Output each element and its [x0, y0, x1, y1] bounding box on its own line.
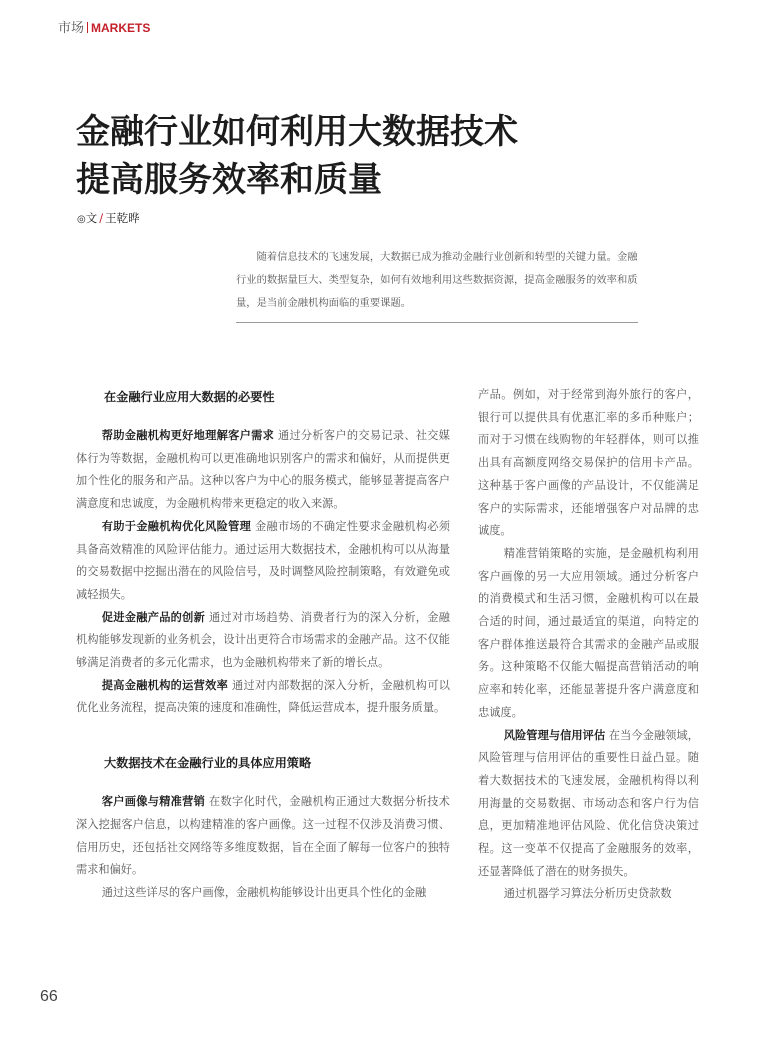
title-line-1: 金融行业如何利用大数据技术: [76, 112, 518, 152]
paragraph-text: 通过机器学习算法分析历史贷款数: [503, 887, 672, 901]
section-heading-strategies: 大数据技术在金融行业的具体应用策略: [104, 756, 312, 771]
abstract-divider: [236, 322, 638, 323]
paragraph: [478, 543, 699, 725]
paragraph-lead: 促进金融产品的创新: [101, 610, 206, 624]
paragraph-lead: 提高金融机构的运营效率: [101, 678, 229, 692]
article-title: [76, 108, 518, 204]
paragraph: [76, 607, 450, 675]
byline-mark: ◎: [77, 214, 86, 225]
paragraph: [76, 791, 450, 882]
paragraph-lead: 有助于金融机构优化风险管理: [101, 519, 252, 533]
paragraph-lead: 风险管理与信用评估: [503, 728, 606, 742]
paragraph-text: 产品。例如，对于经常到海外旅行的客户，银行可以提供具有优惠汇率的多币种账户；而对于习惯在线购物的年轻群体，则可以推出具有高额度网络交易保护的信用卡产品。这种基于客户画像的产品设计，不仅能满足客户的实际需求，还能增强客户对品牌的忠诚度。: [478, 388, 699, 538]
paragraph-text: 金融市场的不确定性要求金融机构必须具备高效精准的风险评估能力。通过运用大数据技术，金融机构可以从海量的交易数据中挖掘出潜在的风险信号，及时调整风险控制策略，有效避免或减轻损失。: [76, 519, 450, 601]
paragraph: [478, 883, 699, 906]
section-label-cn: 市场: [58, 21, 85, 36]
paragraph-text: 通过这些详尽的客户画像，金融机构能够设计出更具个性化的金融: [101, 885, 427, 899]
paragraph: [76, 425, 450, 516]
paragraph-text: 通过对内部数据的深入分析，金融机构可以优化业务流程，提高决策的速度和准确性，降低运营成本，提升服务质量。: [76, 678, 450, 715]
paragraph: [76, 675, 450, 720]
paragraph: [76, 516, 450, 607]
left-column: [76, 384, 450, 905]
byline-label: 文: [85, 211, 98, 225]
paragraph: [478, 725, 699, 884]
author-name: 王乾晔: [105, 211, 140, 225]
running-header: [58, 17, 150, 36]
title-line-2: 提高服务效率和质量: [76, 160, 382, 200]
paragraph-text: 在当今金融领域，风险管理与信用评估的重要性日益凸显。随着大数据技术的飞速发展，金融机构得以利用海量的交易数据、市场动态和客户行为信息，更加精准地评估风险、优化信贷决策过程。这一变革不仅提高了金融服务的效率，还显著降低了潜在的财务损失。: [478, 728, 699, 878]
paragraph-lead: 客户画像与精准营销: [101, 795, 206, 809]
paragraph-lead: 帮助金融机构更好地理解客户需求: [101, 429, 275, 442]
section-heading-necessity: 在金融行业应用大数据的必要性: [104, 390, 275, 404]
paragraph: [478, 384, 699, 543]
article-abstract: 随着信息技术的飞速发展，大数据已成为推动金融行业创新和转型的关键力量。金融行业的数据量巨大、类型复杂，如何有效地利用这些数据资源，提高金融服务的效率和质量，是当前金融机构面临的重要课题。: [236, 251, 638, 309]
paragraph-text: 在数字化时代，金融机构正通过大数据分析技术深入挖掘客户信息，以构建精准的客户画像。这一过程不仅涉及消费习惯、信用历史，还包括社交网络等多维度数据，旨在全面了解每一位客户的独特需求和偏好。: [76, 795, 450, 877]
byline-slash: /: [99, 211, 104, 225]
paragraph-text: 精准营销策略的实施，是金融机构利用客户画像的另一大应用领域。通过分析客户的消费模式和生活习惯，金融机构可以在最合适的时间，通过最适宜的渠道，向特定的客户群体推送最符合其需求的金融产品或服务。这种策略不仅能大幅提高营销活动的响应率和转化率，还能显著提升客户满意度和忠诚度。: [478, 546, 699, 719]
page-number: 66: [40, 988, 58, 1005]
paragraph-text: 通过对市场趋势、消费者行为的深入分析，金融机构能够发现新的业务机会，设计出更符合市场需求的金融产品。这不仅能够满足消费者的多元化需求，也为金融机构带来了新的增长点。: [76, 610, 450, 670]
right-column: [478, 384, 699, 906]
paragraph-text: 通过分析客户的交易记录、社交媒体行为等数据，金融机构可以更准确地识别客户的需求和偏好，从而提供更加个性化的服务和产品。这种以客户为中心的服务模式，能够显著提高客户满意度和忠诚度，为金融机构带来更稳定的收入来源。: [76, 429, 450, 511]
section-label-en: MARKETS: [91, 21, 151, 35]
header-divider: [87, 22, 88, 33]
paragraph: [76, 882, 450, 905]
byline: [77, 210, 140, 226]
